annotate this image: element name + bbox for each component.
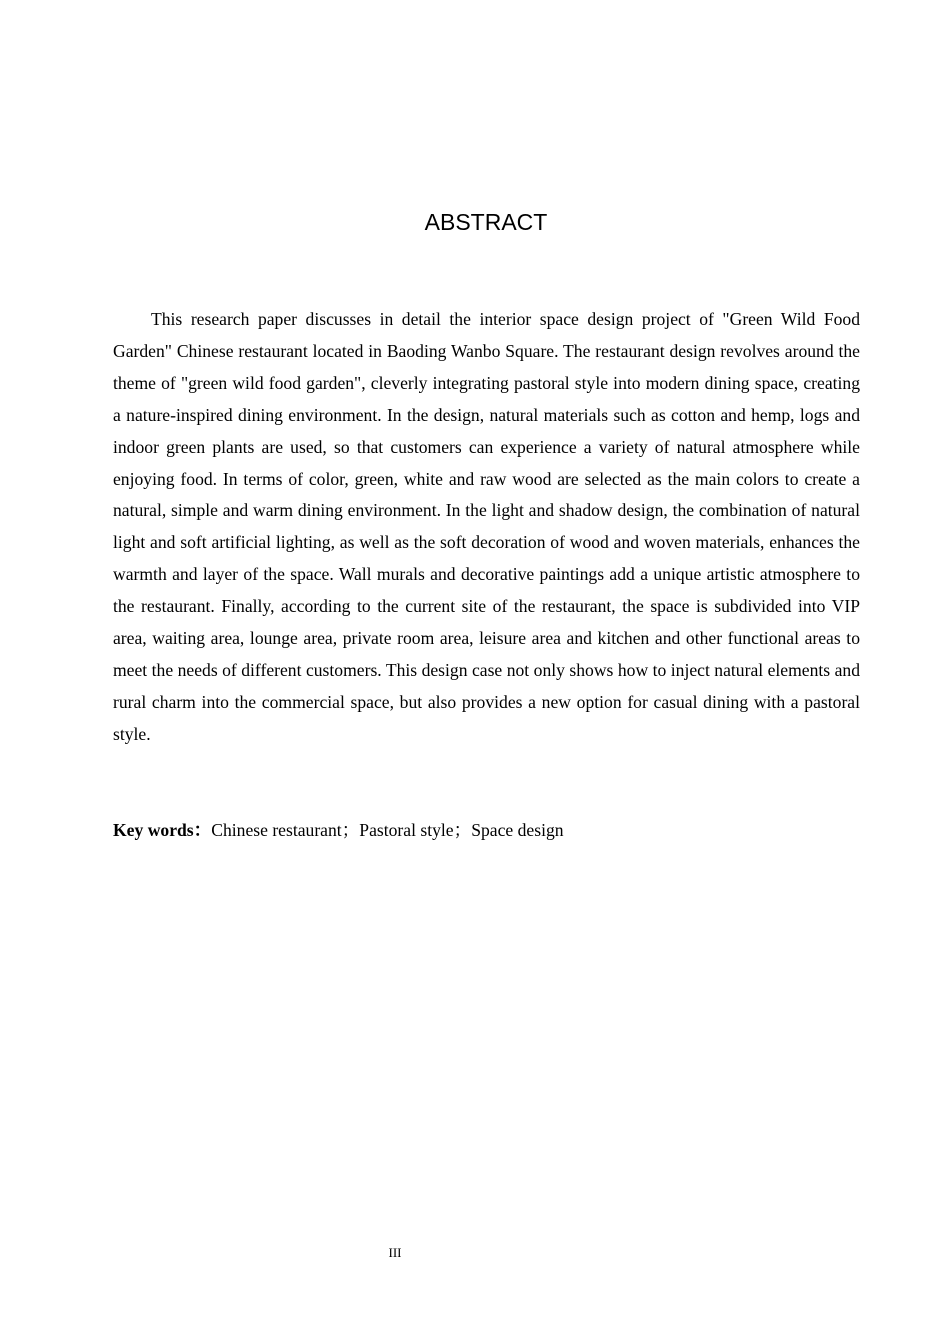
keyword-separator: ； [453,820,472,840]
abstract-paragraph: This research paper discusses in detail the interior space design project of "Green Wild Food Garden" Chinese restaurant located in Baoding Wanbo Square. The restaurant design revolves around the theme of "green wild food garden", cleverly integrating pastoral style into modern dining space, creating a nature-inspired dining environment. In the design, natural materials such as cotton and hemp, logs and indoor green plants are used, so that customers can experience a variety of natural atmosphere while enjoying food. In terms of color, green, white and raw wood are selected as the main colors to create a natural, simple and warm dining environment. In the light and shadow design, the combination of natural light and soft artificial lighting, as well as the soft decoration of wood and woven materials, enhances the warmth and layer of the space. Wall murals and decorative paintings add a unique artistic atmosphere to the restaurant. Finally, according to the current site of the restaurant, the space is subdivided into VIP area, waiting area, lounge area, private room area, leisure area and kitchen and other functional areas to meet the needs of different customers. This design case not only shows how to inject natural elements and rural charm into the commercial space, but also provides a new option for casual dining with a pastoral style. [113,309,860,744]
keyword-item: Pastoral style [359,820,454,840]
keyword-item: Space design [471,820,564,840]
keywords-line [113,814,860,846]
keyword-item: Chinese restaurant [211,820,342,840]
page-number: III [388,1245,402,1260]
keyword-separator: ； [341,820,360,840]
page-title: ABSTRACT [424,209,548,235]
keywords-label: Key words： [113,820,212,840]
